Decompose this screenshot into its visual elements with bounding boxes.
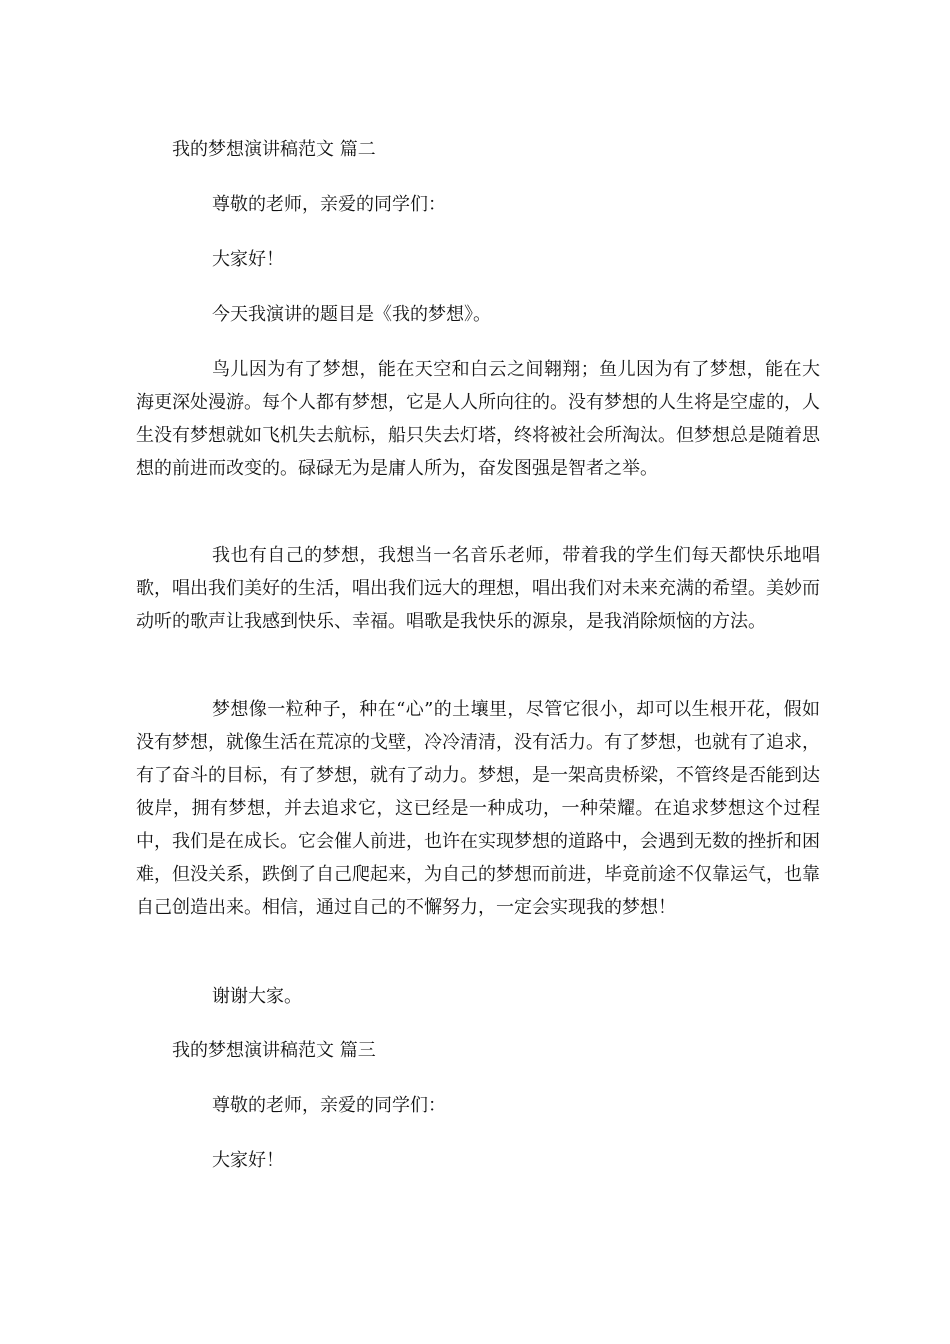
body-paragraph: 梦想像一粒种子，种在“心”的土壤里，尽管它很小，却可以生根开花，假如没有梦想，就像生活在荒凉的戈壁，冷冷清清，没有活力。有了梦想，也就有了追求，有了奋斗的目标，有了梦想，就有了动力。梦想，是一架高贵桥梁，不管终是否能到达彼岸，拥有梦想，并去追求它，这已经是一种成功，一种荣耀。在追求梦想这个过程中，我们是在成长。它会催人前进，也许在实现梦想的道路中，会遇到无数的挫折和困难，但没关系，跌倒了自己爬起来，为自己的梦想而前进，毕竟前途不仅靠运气，也靠自己创造出来。相信，通过自己的不懈努力，一定会实现我的梦想！ [136,699,820,918]
speech-intro: 今天我演讲的题目是《我的梦想》。 [212,304,491,325]
section-title: 我的梦想演讲稿范文 篇二 [172,139,376,160]
greeting: 大家好！ [212,249,284,270]
salutation: 尊敬的老师，亲爱的同学们： [212,194,446,215]
salutation: 尊敬的老师，亲爱的同学们： [212,1095,446,1116]
greeting: 大家好！ [212,1150,284,1171]
body-paragraph: 我也有自己的梦想，我想当一名音乐老师，带着我的学生们每天都快乐地唱歌，唱出我们美好的生活，唱出我们远大的理想，唱出我们对未来充满的希望。美妙而动听的歌声让我感到快乐、幸福。唱歌是我快乐的源泉，是我消除烦恼的方法。 [136,545,820,632]
section-title: 我的梦想演讲稿范文 篇三 [172,1040,376,1061]
closing: 谢谢大家。 [212,986,302,1007]
body-paragraph: 鸟儿因为有了梦想，能在天空和白云之间翱翔；鱼儿因为有了梦想，能在大海更深处漫游。每个人都有梦想，它是人人所向往的。没有梦想的人生将是空虚的，人生没有梦想就如飞机失去航标，船只失去灯塔，终将被社会所淘汰。但梦想总是随着思想的前进而改变的。碌碌无为是庸人所为，奋发图强是智者之举。 [136,359,820,479]
